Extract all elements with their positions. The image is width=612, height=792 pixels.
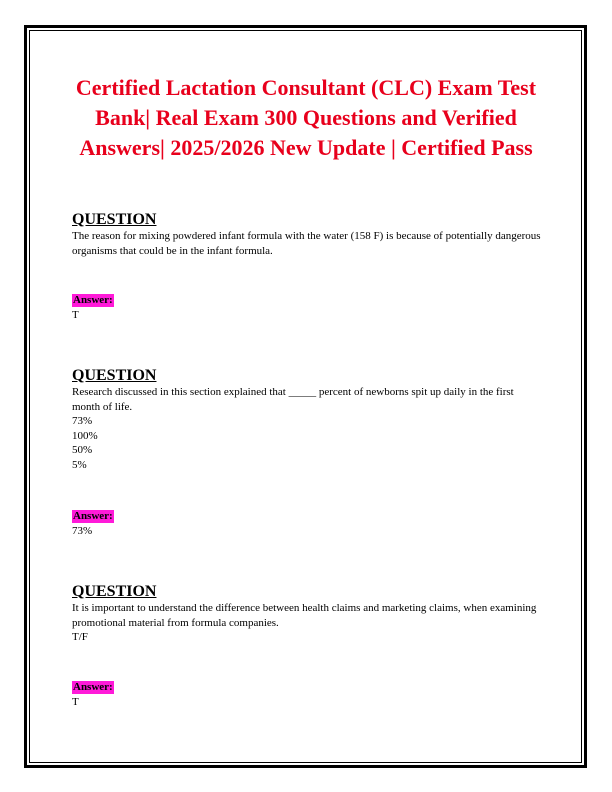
question-heading: QUESTION — [72, 583, 157, 600]
question-option: 73% — [72, 415, 93, 427]
answer-value: 73% — [72, 525, 93, 537]
question-option: 5% — [72, 458, 87, 471]
question-block — [72, 367, 542, 472]
question-text: The reason for mixing powdered infant formula with the water (158 F) is because of potentially dangerous organisms that could be in the infant formula. — [72, 230, 541, 257]
question-block — [72, 211, 542, 258]
answer-block — [72, 290, 542, 322]
question-option: 100% — [72, 429, 98, 442]
answer-block — [72, 506, 542, 538]
question-heading: QUESTION — [72, 211, 157, 228]
document-title: Certified Lactation Consultant (CLC) Exam Test Bank| Real Exam 300 Questions and Verified Answers| 2025/2026 New Update | Certified Pass — [75, 75, 537, 160]
answer-value: T — [72, 309, 79, 321]
answer-label: Answer: — [73, 681, 113, 693]
answer-label: Answer: — [73, 294, 113, 306]
answer-block — [72, 677, 542, 709]
question-heading: QUESTION — [72, 367, 157, 384]
question-option: 50% — [72, 444, 93, 456]
question-text: Research discussed in this section explained that _____ percent of newborns spit up daily in the first month of life. — [72, 386, 514, 413]
question-option: T/F — [72, 631, 88, 643]
question-text: It is important to understand the difference between health claims and marketing claims, when examining promotional material from formula companies. — [72, 602, 537, 629]
answer-value: T — [72, 696, 79, 708]
answer-label: Answer: — [73, 510, 113, 522]
question-block — [72, 583, 542, 645]
